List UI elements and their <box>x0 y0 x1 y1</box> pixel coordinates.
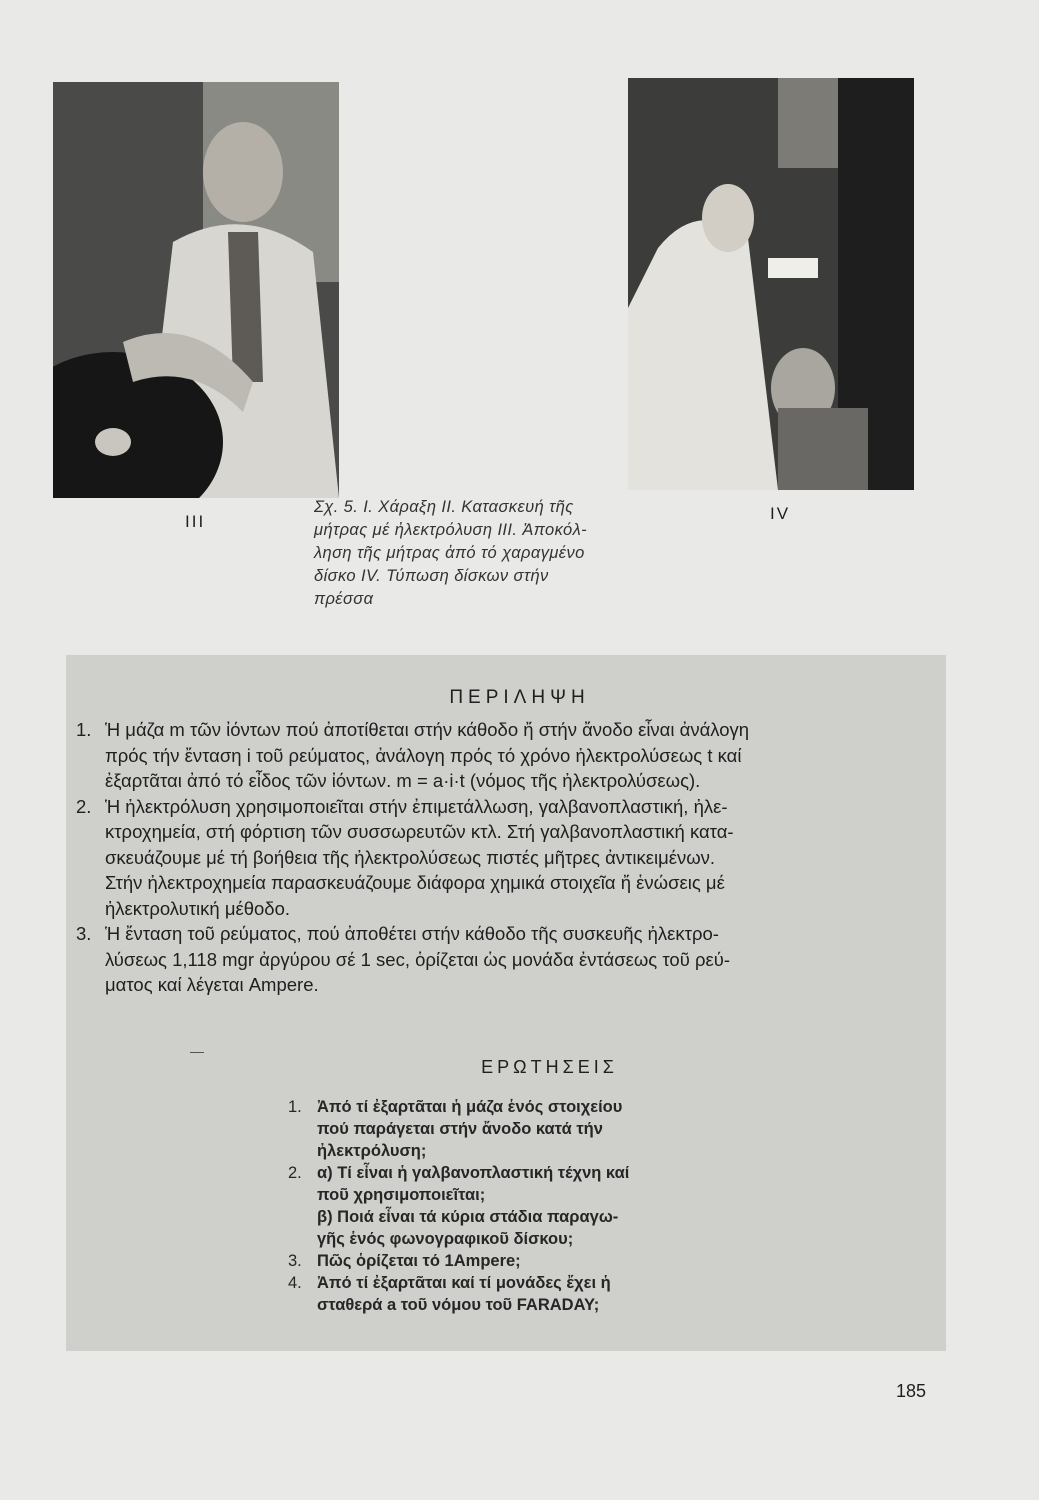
photo-iv-illustration <box>628 78 914 490</box>
summary-item <box>76 717 926 794</box>
summary-line: κτροχημεία, στή φόρτιση τῶν συσσωρευτῶν κτλ. Στή γαλβανοπλαστική κατα- <box>105 821 734 842</box>
question-text <box>317 1096 708 1162</box>
figure-label-iv: IV <box>770 504 791 523</box>
summary-item-number: 2. <box>76 795 92 817</box>
summary-title: ΠΕΡΙΛΗΨΗ <box>449 687 590 708</box>
question-item <box>288 1096 708 1162</box>
question-line: πού παράγεται στήν ἄνοδο κατά τήν <box>317 1120 603 1138</box>
question-text <box>317 1162 708 1206</box>
caption-line: ληση τῆς μήτρας ἀπό τό χαραγμένο <box>314 544 585 562</box>
question-line: ἠλεκτρόλυση; <box>317 1142 427 1160</box>
question-item <box>288 1250 708 1272</box>
figure-label-iii: III <box>185 512 206 531</box>
question-item <box>288 1272 708 1316</box>
question-text <box>317 1272 708 1316</box>
separator-dash <box>190 1052 204 1053</box>
caption-line: δίσκο IV. Τύπωση δίσκων στήν <box>314 567 549 585</box>
question-text <box>317 1250 708 1272</box>
summary-item-number: 1. <box>76 719 92 740</box>
questions-title: ΕΡΩΤΗΣΕΙΣ <box>481 1057 618 1077</box>
summary-item <box>76 921 926 998</box>
question-line: Ἀπό τί ἐξαρτᾶται ἡ μάζα ἑνός στοιχείου <box>317 1098 623 1116</box>
question-text <box>317 1206 708 1250</box>
summary-line: Ἡ ἠλεκτρόλυση χρησιμοποιεῖται στήν ἐπιμετάλλωση, γαλβανοπλαστική, ἠλε- <box>105 795 728 817</box>
question-line: Ἀπό τί ἐξαρτᾶται καί τί μονάδες ἔχει ἡ <box>317 1274 611 1292</box>
summary-item <box>76 794 926 922</box>
question-number: 1. <box>288 1098 302 1116</box>
summary-line: λύσεως 1,118 mgr ἀργύρου σέ 1 sec, ὁρίζεται ὡς μονάδα ἐντάσεως τοῦ ρεύ- <box>105 948 730 970</box>
summary-line: πρός τήν ἔνταση i τοῦ ρεύματος, ἀνάλογη πρός τό χρόνο ἠλεκτρολύσεως t καί <box>105 744 742 766</box>
question-item <box>288 1162 708 1206</box>
photo-record-press <box>628 78 914 490</box>
summary-line: ἠλεκτρολυτική μέθοδο. <box>105 897 291 919</box>
question-number: 4. <box>288 1274 302 1292</box>
question-line: γῆς ἑνός φωνογραφικοῦ δίσκου; <box>317 1230 574 1248</box>
question-line: α) Τί εἶναι ἡ γαλβανοπλαστική τέχνη καί <box>317 1164 630 1182</box>
summary-list <box>76 717 926 998</box>
question-line: Πῶς ὁρίζεται τό 1Ampere; <box>317 1252 521 1270</box>
page-number: 185 <box>896 1381 927 1401</box>
photo-iii-illustration <box>53 82 339 498</box>
questions-list <box>288 1096 708 1316</box>
caption-line: πρέσσα <box>314 590 374 608</box>
summary-item-text <box>105 794 926 922</box>
question-number: 2. <box>288 1164 302 1182</box>
question-number: 3. <box>288 1252 302 1270</box>
summary-line: σκευάζουμε μέ τή βοήθεια τῆς ἠλεκτρολύσεως πιστές μῆτρες ἀντικειμένων. <box>105 846 716 868</box>
question-line: σταθερά a τοῦ νόμου τοῦ FARADAY; <box>317 1296 600 1314</box>
caption-line: μήτρας μέ ἠλεκτρόλυση ΙΙΙ. Ἀποκόλ- <box>314 521 588 539</box>
figure-caption <box>314 496 630 611</box>
photo-mold-removal <box>53 82 339 498</box>
question-line: ποῦ χρησιμοποιεῖται; <box>317 1186 486 1204</box>
summary-line: Ἡ ἔνταση τοῦ ρεύματος, πού ἀποθέτει στήν κάθοδο τῆς συσκευῆς ἠλεκτρο- <box>105 923 719 944</box>
summary-item-number: 3. <box>76 923 92 944</box>
question-number <box>288 1206 317 1250</box>
caption-line: Σχ. 5. Ι. Χάραξη ΙΙ. Κατασκευή τῆς <box>314 498 574 516</box>
question-line: β) Ποιά εἶναι τά κύρια στάδια παραγω- <box>317 1208 619 1226</box>
question-item <box>288 1206 708 1250</box>
summary-item-text <box>105 717 926 794</box>
summary-item-text <box>105 921 926 998</box>
summary-line: ματος καί λέγεται Ampere. <box>105 974 319 995</box>
summary-line: Ἡ μάζα m τῶν ἰόντων πού ἀποτίθεται στήν κάθοδο ἤ στήν ἄνοδο εἶναι ἀνάλογη <box>105 719 750 740</box>
summary-line: Στήν ἠλεκτροχημεία παρασκευάζουμε διάφορα χημικά στοιχεῖα ἤ ἑνώσεις μέ <box>105 872 725 893</box>
summary-line: ἐξαρτᾶται ἀπό τό εἶδος τῶν ἰόντων. m = a·i·t (νόμος τῆς ἠλεκτρολύσεως). <box>105 770 701 791</box>
